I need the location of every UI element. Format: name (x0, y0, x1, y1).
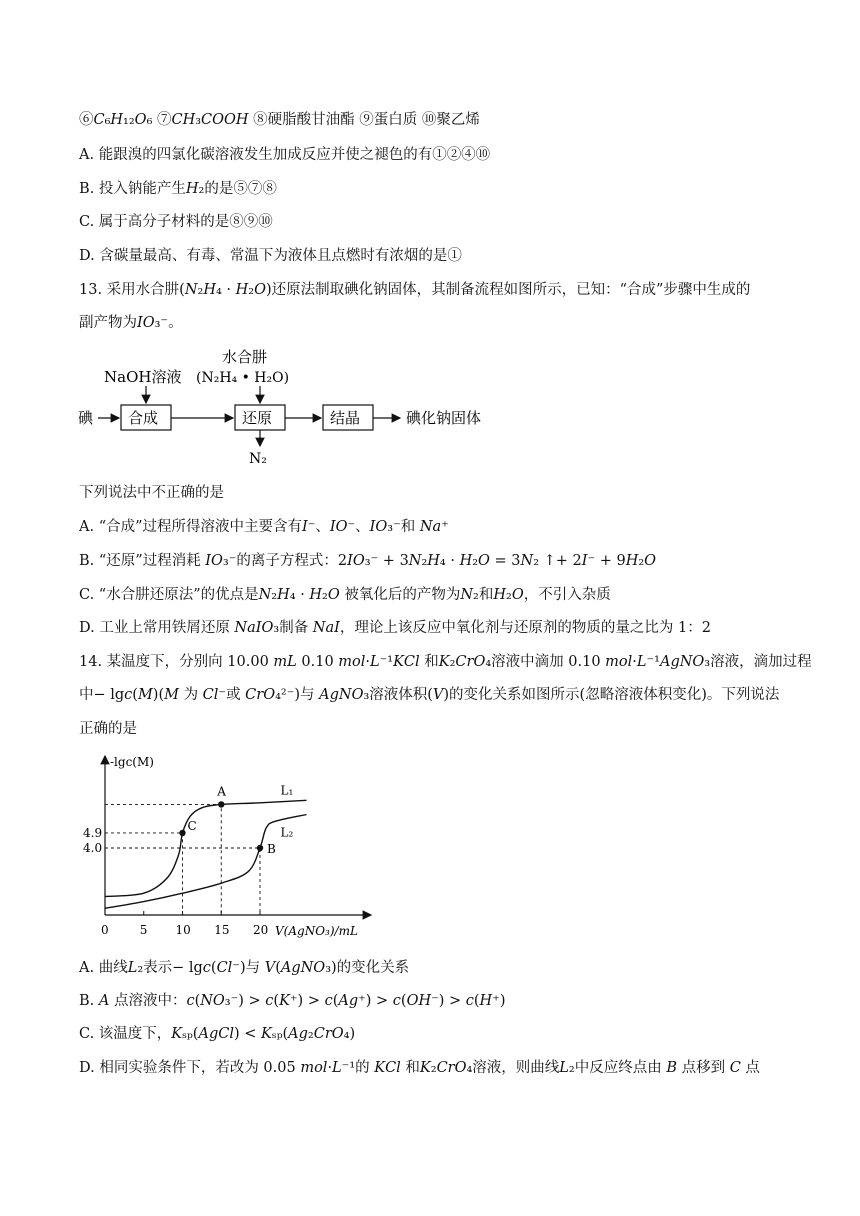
x-tick-label: 0 (101, 923, 109, 937)
y-tick-label: 4.9 (83, 825, 103, 840)
q13-option-c: C. “水合肼还原法”的优点是𝑁₂𝐻₄ · 𝐻₂𝑂 被氧化后的产物为𝑁₂和𝐻₂𝑂，不引入杂质 (79, 587, 611, 603)
q14-option-a: A. 曲线𝐿₂表示− lg𝑐(𝐶𝑙⁻)与 𝑉(𝐴𝑔𝑁𝑂₃)的变化关系 (79, 960, 410, 976)
q14-stem-line1: 14. 某温度下，分别向 10.00 𝑚𝐿 0.10 𝑚𝑜𝑙·𝐿⁻¹𝐾𝐶𝑙 和𝐾₂𝐶𝑟𝑂₄溶液中滴加 0.10 𝑚𝑜𝑙·𝐿⁻¹𝐴𝑔𝑁𝑂₃溶液，滴加过程 (79, 654, 812, 670)
q12-option-d: D. 含碳量最高、有毒、常温下为液体且点燃时有浓烟的是① (79, 248, 462, 264)
point-b (257, 845, 263, 851)
flow-naoh-label: NaOH溶液 (104, 368, 182, 386)
guide-line-a (105, 804, 221, 915)
q12-option-a: A. 能跟溴的四氯化碳溶液发生加成反应并使之褪色的有①②④⑩ (79, 147, 491, 163)
q14-option-c: C. 该温度下，𝐾ₛₚ(𝐴𝑔𝐶𝑙) < 𝐾ₛₚ(𝐴𝑔₂𝐶𝑟𝑂₄) (79, 1026, 356, 1042)
q14-option-b: B. 𝐴 点溶液中：𝑐(𝑁𝑂₃⁻) > 𝑐(𝐾⁺) > 𝑐(𝐴𝑔⁺) > 𝑐(𝑂𝐻⁻) > 𝑐(𝐻⁺) (79, 993, 506, 1009)
flow-step-synthesis-label: 合成 (128, 409, 159, 427)
flow-output-label: 碘化钠固体 (406, 409, 482, 427)
point-c (179, 830, 185, 836)
flow-hydrazine-title: 水合肼 (222, 348, 268, 366)
q12-items-line: ⑥𝐶₆𝐻₁₂𝑂₆ ⑦𝐶𝐻₃𝐶𝑂𝑂𝐻 ⑧硬脂酸甘油酯 ⑨蛋白质 ⑩聚乙烯 (79, 112, 480, 128)
q13-option-d: D. 工业上常用铁屑还原 𝑁𝑎𝐼𝑂₃制备 𝑁𝑎𝐼，理论上该反应中氧化剂与还原剂的物质的量之比为 1：2 (79, 620, 711, 636)
q14-stem-line3: 正确的是 (79, 721, 137, 737)
q13-flow-diagram (76, 345, 516, 470)
q12-option-b: B. 投入钠能产生𝐻₂的是⑤⑦⑧ (79, 181, 277, 197)
flow-step-reduction-label: 还原 (242, 409, 273, 427)
curve-label-l2: L₂ (280, 825, 294, 840)
x-axis-label: V(AgNO₃)/mL (275, 924, 358, 938)
x-tick-label: 15 (214, 923, 230, 937)
curve-label-l1: L₁ (280, 783, 294, 798)
point-label-a: A (217, 784, 226, 799)
q13-question: 下列说法中不正确的是 (79, 485, 224, 501)
point-label-b: B (267, 842, 276, 856)
q13-stem-line2: 副产物为𝐼𝑂₃⁻。 (79, 315, 183, 331)
flow-byproduct-label: N₂ (249, 451, 267, 467)
q14-titration-chart (79, 748, 399, 943)
q13-stem-line1: 13. 采用水合肼(𝑁₂𝐻₄ · 𝐻₂𝑂)还原法制取碘化钠固体，其制备流程如图所示，已知：“合成”步骤中生成的 (79, 282, 751, 298)
y-tick-label: 4.0 (83, 841, 103, 855)
q14-option-d: D. 相同实验条件下，若改为 0.05 𝑚𝑜𝑙·𝐿⁻¹的 𝐾𝐶𝑙 和𝐾₂𝐶𝑟𝑂₄溶液，则曲线𝐿₂中反应终点由 𝐵 点移到 𝐶 点 (79, 1060, 760, 1076)
point-label-c: C (187, 818, 197, 833)
x-tick-label: 5 (139, 923, 148, 937)
y-axis-label: -lgc(M) (110, 755, 154, 769)
q12-option-c: C. 属于高分子材料的是⑧⑨⑩ (79, 214, 273, 230)
flow-input-label: 碘 (78, 409, 94, 427)
q14-stem-line2: 中− lg𝑐(𝑀)(𝑀 为 𝐶𝑙⁻或 𝐶𝑟𝑂₄²⁻)与 𝐴𝑔𝑁𝑂₃溶液体积(𝑉)的变化关系如图所示(忽略溶液体积变化)。下列说法 (79, 687, 780, 703)
q13-option-a: A. “合成”过程所得溶液中主要含有𝐼⁻、𝐼𝑂⁻、𝐼𝑂₃⁻和 𝑁𝑎⁺ (79, 519, 449, 535)
flow-hydrazine-formula: (N₂H₄ • H₂O) (196, 370, 290, 386)
flow-step-crystallization-label: 结晶 (330, 409, 361, 427)
x-tick-label: 20 (253, 923, 269, 937)
point-a (218, 801, 224, 807)
q13-option-b: B. “还原”过程消耗 𝐼𝑂₃⁻的离子方程式：2𝐼𝑂₃⁻ + 3𝑁₂𝐻₄ · 𝐻₂𝑂 = 3𝑁₂ ↑+ 2𝐼⁻ + 9𝐻₂𝑂 (79, 553, 657, 569)
x-tick-label: 10 (175, 923, 191, 937)
